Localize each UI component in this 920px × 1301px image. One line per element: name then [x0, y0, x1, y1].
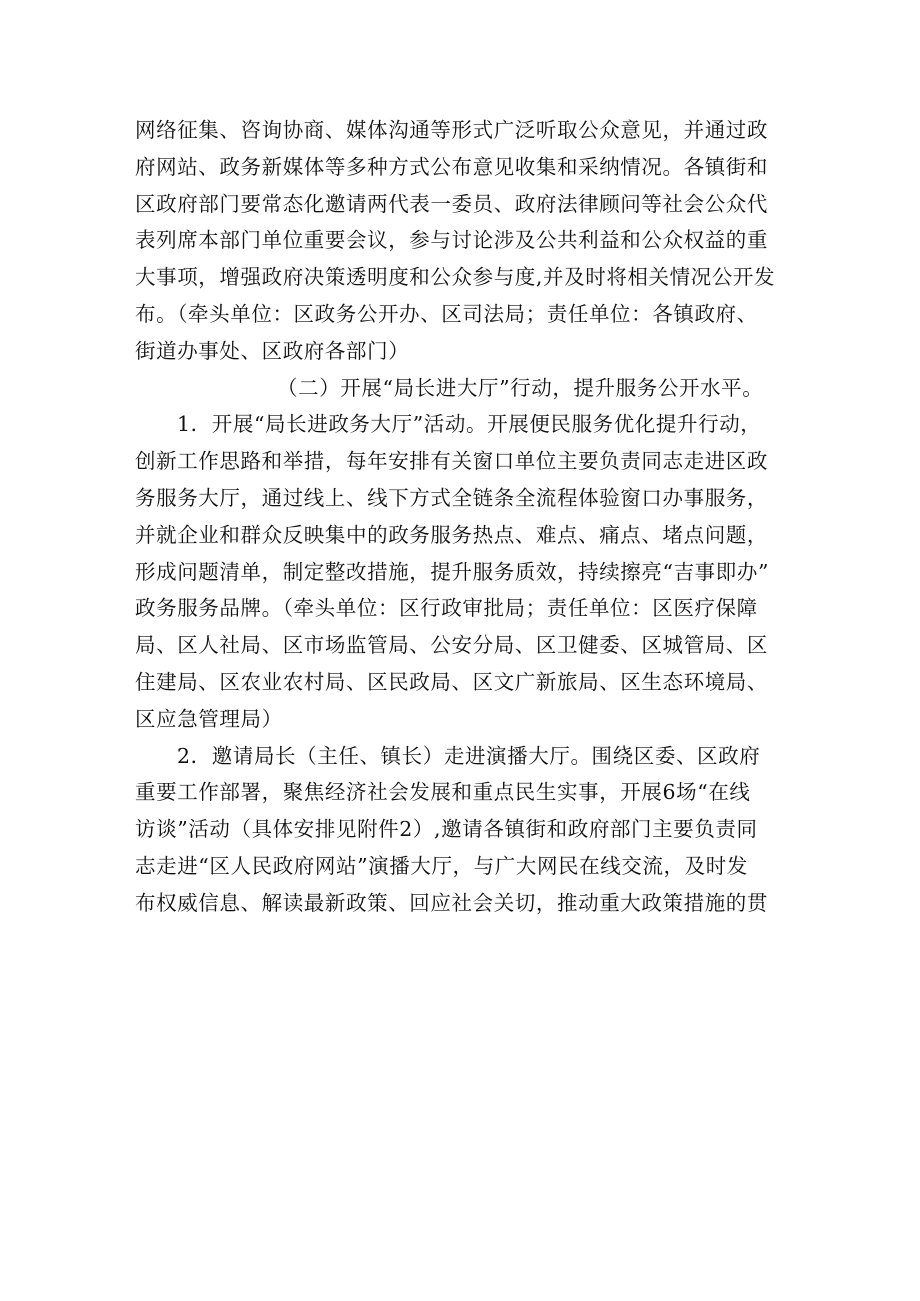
section-heading — [135, 370, 800, 407]
heading-text: （二）开展“局长进大厅”行动，提升服务公开水平。 — [277, 375, 764, 400]
text-line: 大事项，增强政府决策透明度和公众参与度,并及时将相关情况公开发 — [135, 265, 776, 290]
paragraph-item-2 — [135, 738, 800, 922]
text-line: 2．邀请局长（主任、镇长）走进演播大厅。围绕区委、区政府 — [177, 743, 761, 768]
paragraph-item-1 — [135, 406, 800, 737]
text-line: 访谈”活动（具体安排见附件2）,邀请各镇街和政府部门主要负责同 — [135, 817, 758, 842]
text-line: 1．开展“局长进政务大厅”活动。开展便民服务优化提升行动， — [177, 412, 762, 437]
text-line: 区政府部门要常态化邀请两代表一委员、政府法律顾问等社会公众代 — [135, 191, 768, 216]
text-line: 局、区人社局、区市场监管局、公安分局、区卫健委、区城管局、区 — [135, 633, 768, 658]
text-line: 街道办事处、区政府各部门） — [135, 338, 410, 363]
text-line: 政务服务品牌。（牵头单位：区行政审批局；责任单位：区医疗保障 — [135, 596, 758, 621]
text-line: 志走进“区人民政府网站”演播大厅，与广大网民在线交流，及时发 — [135, 853, 748, 878]
text-line: 网络征集、咨询协商、媒体沟通等形式广泛听取公众意见，并通过政 — [135, 118, 768, 142]
text-line: 创新工作思路和举措，每年安排有关窗口单位主要负责同志走进区政 — [135, 449, 768, 474]
text-line: 区应急管理局） — [135, 706, 283, 731]
text-line: 并就企业和群众反映集中的政务服务热点、难点、痛点、堵点问题， — [135, 522, 768, 547]
text-line: 住建局、区农业农村局、区民政局、区文广新旅局、区生态环境局、 — [135, 669, 768, 694]
text-line: 府网站、政务新媒体等多种方式公布意见收集和采纳情况。各镇街和 — [135, 154, 768, 179]
paragraph-public-opinion — [135, 112, 800, 370]
text-line: 布权威信息、解读最新政策、回应社会关切，推动重大政策措施的贯 — [135, 890, 768, 915]
document-body — [135, 112, 800, 922]
text-line: 重要工作部署，聚焦经济社会发展和重点民生实事，开展6场“在线 — [135, 780, 751, 805]
text-line: 务服务大厅，通过线上、线下方式全链条全流程体验窗口办事服务， — [135, 485, 768, 510]
text-line: 表列席本部门单位重要会议，参与讨论涉及公共利益和公众权益的重 — [135, 228, 768, 253]
text-line: 布。（牵头单位：区政务公开办、区司法局；责任单位：各镇政府、 — [135, 301, 758, 326]
text-line: 形成问题清单，制定整改措施，提升服务质效，持续擦亮“吉事即办” — [135, 559, 770, 584]
